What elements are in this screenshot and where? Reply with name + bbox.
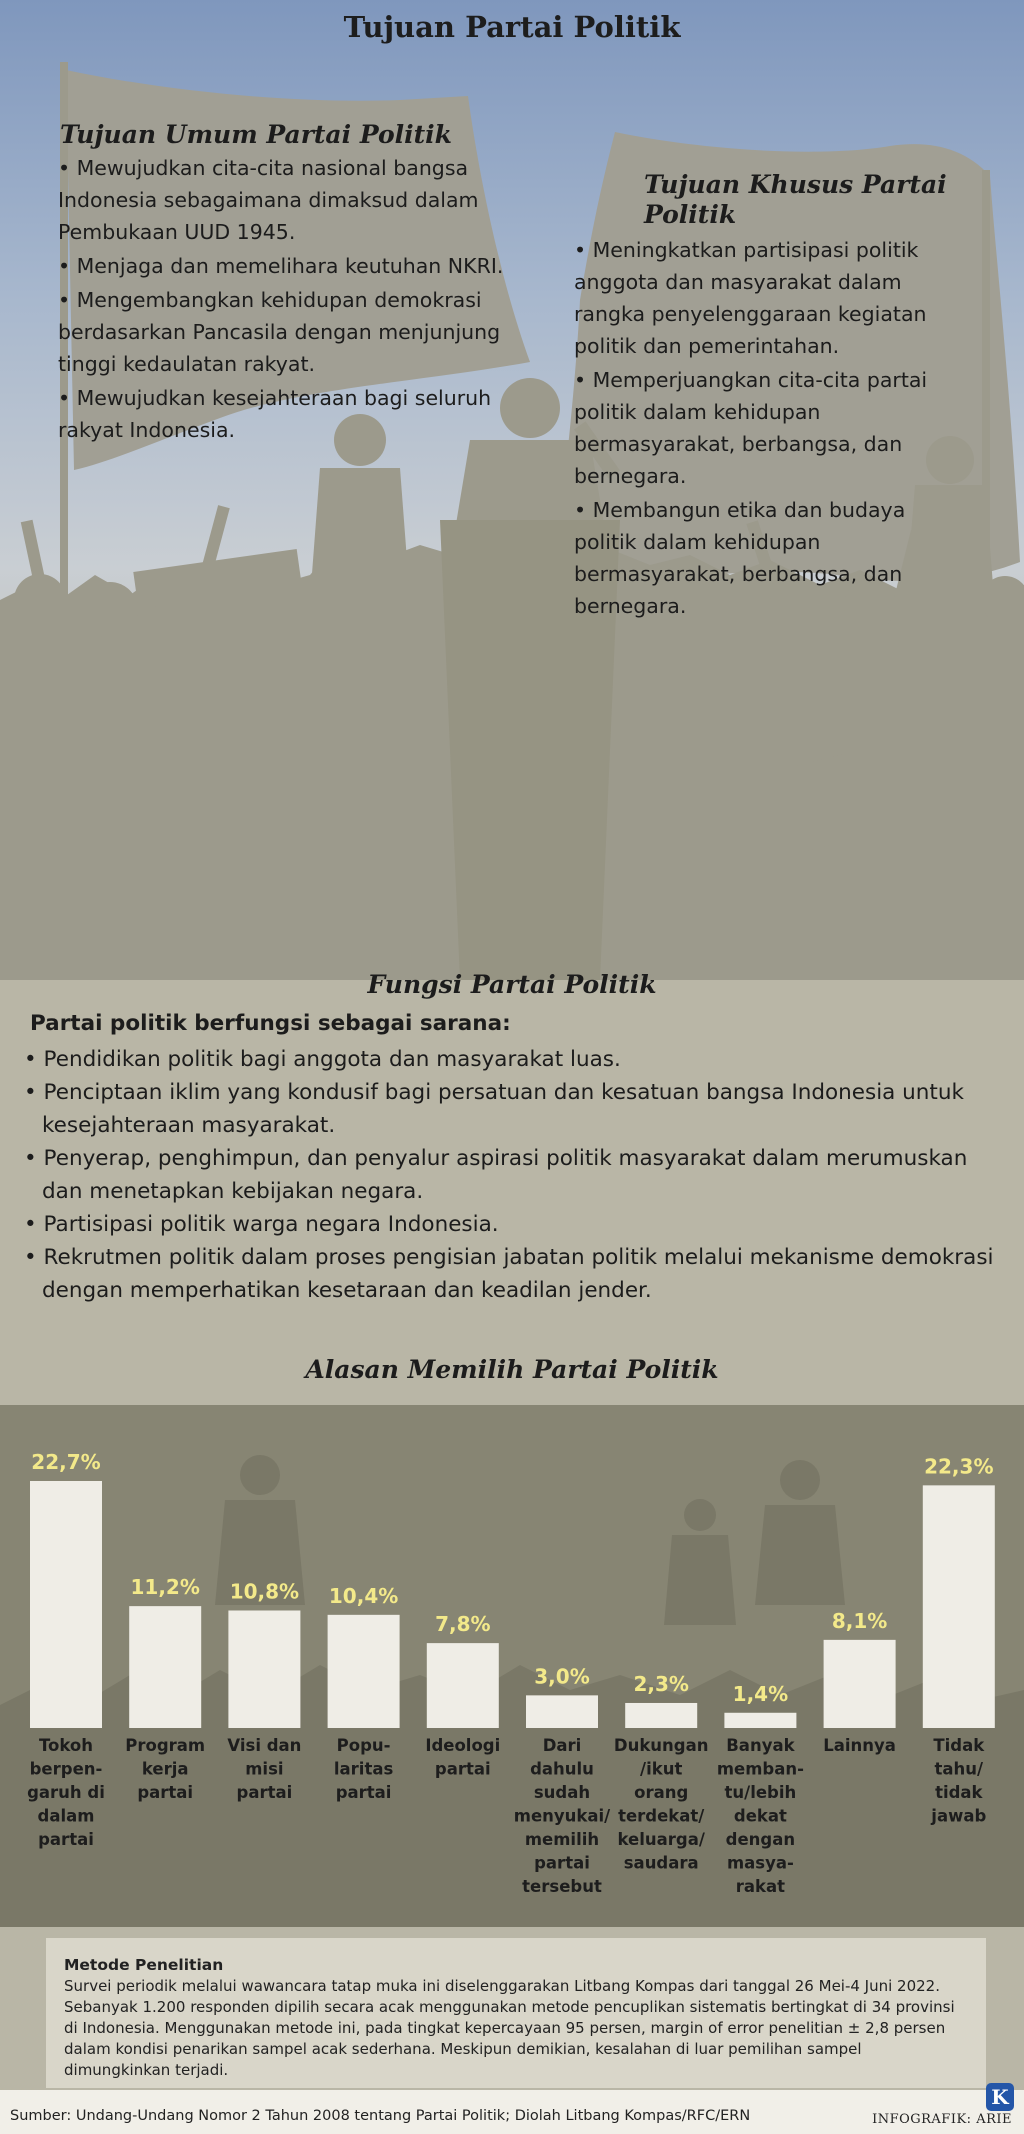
bar-6: [526, 1695, 598, 1728]
fungsi-section: [0, 965, 1024, 1307]
infographic-credit: INFOGRAFIK: ARIE: [872, 2112, 1012, 2127]
value-label-10: 22,3%: [924, 1454, 994, 1479]
value-label-5: 7,8%: [435, 1612, 491, 1637]
value-label-9: 8,1%: [831, 1608, 888, 1633]
tujuan-khusus-heading: Tujuan Khusus Partai Politik: [644, 170, 947, 229]
category-label-5: Ideologi partai: [425, 1736, 501, 1779]
category-label-1: Tokoh berpen-garuh di dalam partai: [27, 1736, 105, 1849]
bar-2: [129, 1606, 201, 1728]
bar-8: [724, 1713, 796, 1728]
value-label-4: 10,4%: [328, 1583, 399, 1608]
metode-text: Survei periodik melalui wawancara tatap muka ini diselenggarakan Litbang Kompas dari tanggal 26 Mei-4 Juni 2022. Sebanyak 1.200 responden dipilih secara acak menggunakan metode pencuplikan sistematis bertingkat di 34 provinsi di Indonesia. Menggunakan metode ini, pada tingkat kepercayaan 95 persen, margin of error penelitian ± 2,8 persen dalam kondisi penarikan sampel acak sederhana. Meskipun demikian, kesalahan di luar pemilihan sampel dimungkinkan terjadi.: [64, 1977, 955, 2079]
category-label-7: Dukungan /ikut orang terdekat/ keluarga/ saudara: [613, 1736, 709, 1873]
category-label-9: Lainnya: [823, 1736, 896, 1755]
list-item: • Membangun etika dan budaya politik dalam kehidupan bermasyarakat, berbangsa, dan bernegara.: [574, 498, 906, 618]
tujuan-umum-heading: Tujuan Umum Partai Politik: [60, 120, 452, 149]
value-label-6: 3,0%: [534, 1664, 590, 1689]
bar-chart: [0, 1405, 1024, 1927]
tujuan-umum-list: [58, 152, 518, 446]
value-label-7: 2,3%: [633, 1671, 689, 1696]
tujuan-umum-block: [58, 120, 518, 448]
category-label-10: Tidak tahu/ tidak jawab: [931, 1736, 987, 1826]
fungsi-list: [0, 1043, 1024, 1307]
list-item: • Partisipasi politik warga negara Indonesia.: [24, 1212, 499, 1237]
chart-title: Alasan Memilih Partai Politik: [305, 1355, 719, 1384]
tujuan-khusus-list: [574, 234, 964, 622]
bar-1: [30, 1481, 102, 1728]
fungsi-lead: Partai politik berfungsi sebagai sarana:: [30, 1011, 511, 1036]
kompas-logo-icon: K: [986, 2083, 1014, 2111]
category-label-2: Program kerja partai: [125, 1736, 206, 1802]
source-note: Sumber: Undang-Undang Nomor 2 Tahun 2008 tentang Partai Politik; Diolah Litbang Kompas/RFC/ERN: [10, 2108, 751, 2124]
bar-3: [228, 1610, 300, 1728]
bar-7: [625, 1703, 697, 1728]
page-title: Tujuan Partai Politik: [343, 10, 681, 44]
list-item: • Pendidikan politik bagi anggota dan masyarakat luas.: [24, 1047, 621, 1072]
list-item: • Penciptaan iklim yang kondusif bagi persatuan dan kesatuan bangsa Indonesia untuk kesejahteraan masyarakat.: [24, 1080, 964, 1138]
list-item: • Mewujudkan cita-cita nasional bangsa Indonesia sebagaimana dimaksud dalam Pembukaan UUD 1945.: [58, 156, 479, 244]
list-item: • Menjaga dan memelihara keutuhan NKRI.: [58, 254, 504, 278]
metode-heading: Metode Penelitian: [64, 1956, 224, 1974]
metode-penelitian-box: [46, 1938, 986, 2088]
value-label-2: 11,2%: [130, 1575, 200, 1600]
list-item: • Mewujudkan kesejahteraan bagi seluruh rakyat Indonesia.: [58, 386, 492, 442]
list-item: • Penyerap, penghimpun, dan penyalur aspirasi politik masyarakat dalam merumuskan dan menetapkan kebijakan negara.: [24, 1146, 968, 1204]
category-label-6: Dari dahulu sudah menyukai/ memilih partai tersebut: [513, 1736, 611, 1896]
list-item: • Mengembangkan kehidupan demokrasi berdasarkan Pancasila dengan menjunjung tinggi kedaulatan rakyat.: [58, 288, 501, 376]
category-label-4: Popu-laritas partai: [333, 1736, 394, 1802]
bar-4: [328, 1615, 400, 1728]
list-item: • Meningkatkan partisipasi politik anggota dan masyarakat dalam rangka penyelenggaraan kegiatan politik dan pemerintahan.: [574, 238, 927, 358]
bar-5: [427, 1643, 499, 1728]
value-label-8: 1,4%: [732, 1681, 789, 1706]
fungsi-heading: Fungsi Partai Politik: [367, 970, 657, 999]
value-label-3: 10,8%: [229, 1579, 300, 1604]
category-label-8: Banyak memban-tu/lebih dekat dengan masya-rakat: [716, 1736, 804, 1896]
category-label-3: Visi dan misi partai: [227, 1736, 302, 1802]
bar-9: [824, 1640, 896, 1728]
tujuan-khusus-block: [574, 170, 964, 624]
value-label-1: 22,7%: [31, 1450, 101, 1474]
list-item: • Rekrutmen politik dalam proses pengisian jabatan politik melalui mekanisme demokrasi dengan memperhatikan kesetaraan dan keadilan jender.: [24, 1245, 994, 1303]
list-item: • Memperjuangkan cita-cita partai politik dalam kehidupan bermasyarakat, berbangsa, dan bernegara.: [574, 368, 928, 488]
bar-10: [923, 1485, 995, 1728]
